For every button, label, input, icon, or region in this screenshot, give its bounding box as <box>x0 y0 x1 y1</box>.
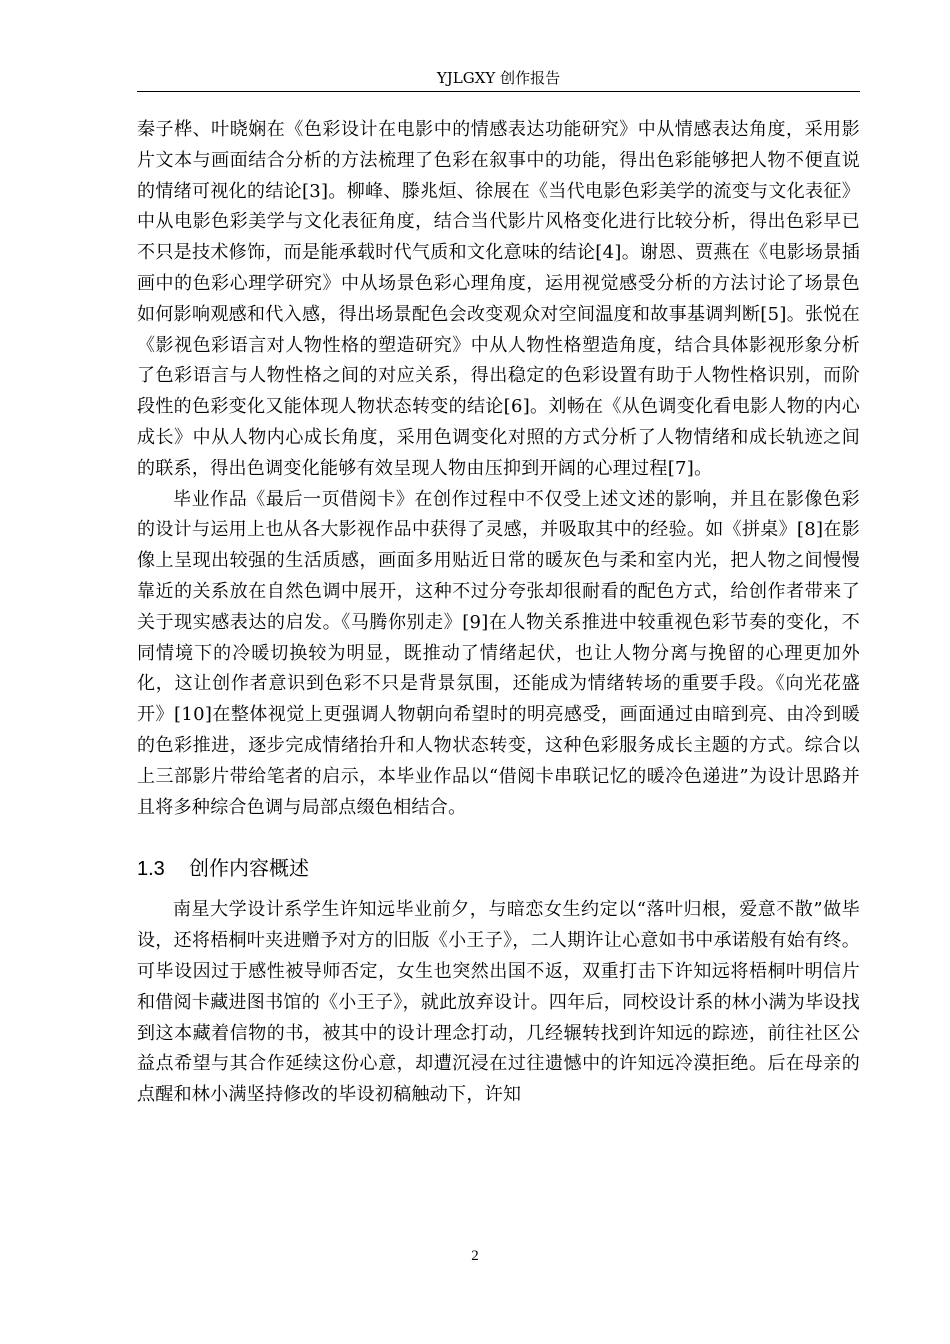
section-number: 1.3 <box>137 858 165 881</box>
header-divider <box>137 91 860 92</box>
document-body <box>137 115 860 1111</box>
page-header <box>137 68 860 88</box>
paragraph-content-overview: 南星大学设计系学生许知远毕业前夕，与暗恋女生约定以“落叶归根，爱意不散”做毕设，还将梧桐叶夹进赠予对方的旧版《小王子》，二人期许让心意如书中承诺般有始有终。可毕设因过于感性被导师否定，女生也突然出国不返，双重打击下许知远将梧桐叶明信片和借阅卡藏进图书馆的《小王子》，就此放弃设计。四年后，同校设计系的林小满为毕设找到这本藏着信物的书，被其中的设计理念打动，几经辗转找到许知远的踪迹，前往社区公益点希望与其合作延续这份心意，却遭沉浸在过往遗憾中的许知远冷漠拒绝。后在母亲的点醒和林小满坚持修改的毕设初稿触动下，许知 <box>137 899 860 1106</box>
header-title: YJLGXY 创作报告 <box>436 69 561 87</box>
paragraph-inspiration: 毕业作品《最后一页借阅卡》在创作过程中不仅受上述文述的影响，并且在影像色彩的设计与运用上也从各大影视作品中获得了灵感，并吸取其中的经验。如《拼桌》[8]在影像上呈现出较强的生活质感，画面多用贴近日常的暖灰色与柔和室内光，把人物之间慢慢靠近的关系放在自然色调中展开，这种不过分夸张却很耐看的配色方式，给创作者带来了关于现实感表达的启发。《马腾你别走》[9]在人物关系推进中较重视色彩节奏的变化，不同情境下的冷暖切换较为明显，既推动了情绪起伏，也让人物分离与挽留的心理更加外化，这让创作者意识到色彩不只是背景氛围，还能成为情绪转场的重要手段。《向光花盛开》[10]在整体视觉上更强调人物朝向希望时的明亮感受，画面通过由暗到亮、由冷到暖的色彩推进，逐步完成情绪抬升和人物状态转变，这种色彩服务成长主题的方式。综合以上三部影片带给笔者的启示，本毕业作品以“借阅卡串联记忆的暖冷色递进”为设计思路并且将多种综合色调与局部点缀色相结合。 <box>137 488 860 818</box>
section-heading <box>137 853 860 884</box>
page-number: 2 <box>471 1248 479 1264</box>
paragraph-literature-review: 秦子桦、叶晓娴在《色彩设计在电影中的情感表达功能研究》中从情感表达角度，采用影片文本与画面结合分析的方法梳理了色彩在叙事中的功能，得出色彩能够把人物不便直说的情绪可视化的结论[3]。柳峰、滕兆烜、徐展在《当代电影色彩美学的流变与文化表征》中从电影色彩美学与文化表征角度，结合当代影片风格变化进行比较分析，得出色彩早已不只是技术修饰，而是能承载时代气质和文化意味的结论[4]。谢恩、贾燕在《电影场景插画中的色彩心理学研究》中从场景色彩心理角度，运用视觉感受分析的方法讨论了场景色如何影响观感和代入感，得出场景配色会改变观众对空间温度和故事基调判断[5]。张悦在《影视色彩语言对人物性格的塑造研究》中从人物性格塑造角度，结合具体影视形象分析了色彩语言与人物性格之间的对应关系，得出稳定的色彩设置有助于人物性格识别，而阶段性的色彩变化又能体现人物状态转变的结论[6]。刘畅在《从色调变化看电影人物的内心成长》中从人物内心成长角度，采用色调变化对照的方式分析了人物情绪和成长轨迹之间的联系，得出色调变化能够有效呈现人物由压抑到开阔的心理过程[7]。 <box>137 119 860 479</box>
section-title: 创作内容概述 <box>189 856 309 881</box>
